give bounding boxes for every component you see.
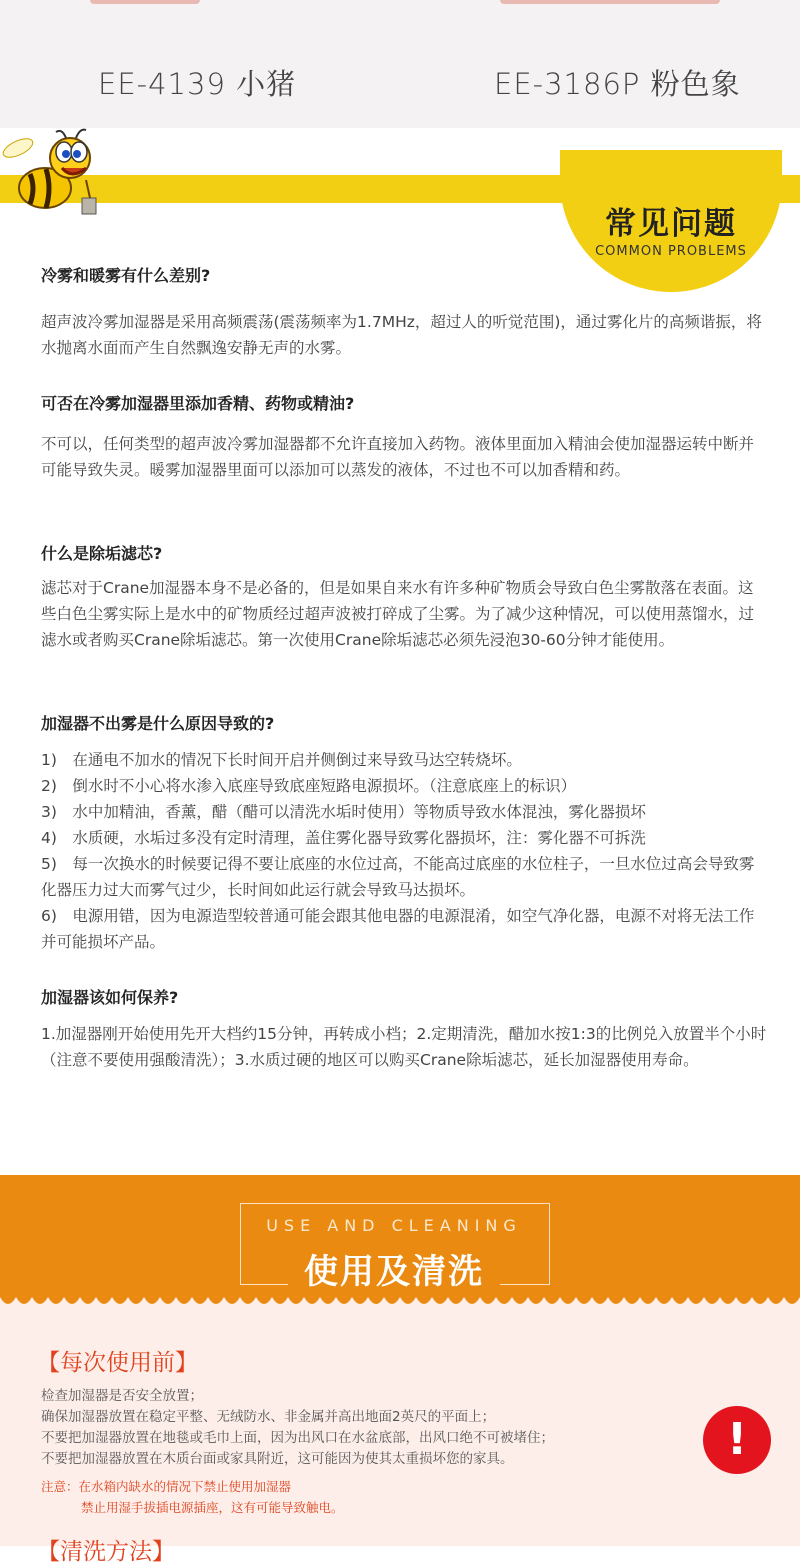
product-name-right: EE-3186P 粉色象: [494, 67, 741, 101]
use-title-en: USE AND CLEANING: [266, 1216, 522, 1235]
instruction-line: 不要把加湿器放置在地毯或毛巾上面，因为出风口在水盆底部，出风口绝不可被堵住；: [41, 1430, 554, 1446]
faq-answer: 超声波冷雾加湿器是采用高频震荡(震荡频率为1.7MHz，超过人的听觉范围)，通过雾化片的高频谐振，将水抛离水面而产生自然飘逸安静无声的水雾。: [41, 313, 762, 357]
instruction-line: 不要把加湿器放置在木质台面或家具附近，这可能因为使其太重损坏您的家具。: [41, 1451, 514, 1467]
faq-question: 加湿器该如何保养?: [41, 988, 179, 1007]
section-heading: 【清洗方法】: [37, 1539, 175, 1565]
warning-note: 注意：在水箱内缺水的情况下禁止使用加湿器: [41, 1479, 292, 1494]
scallop-divider: [0, 1297, 800, 1311]
bee-mascot-icon: [0, 128, 110, 223]
list-item: 5) 每一次换水的时候要记得不要让底座的水位过高，不能高过底座的水位柱子，一旦水位过高会导致雾化器压力过大而雾气过少，长时间如此运行就会导致马达损坏。: [41, 855, 755, 899]
list-item: 4) 水质硬，水垢过多没有定时清理，盖住雾化器导致雾化器损坏，注：雾化器不可拆洗: [41, 829, 646, 847]
list-item: 2) 倒水时不小心将水渗入底座导致底座短路电源损坏。（注意底座上的标识）: [41, 777, 577, 795]
faq-question: 加湿器不出雾是什么原因导致的?: [41, 714, 275, 733]
faq-question: 什么是除垢滤芯?: [41, 544, 163, 563]
list-item: 6) 电源用错，因为电源造型较普通可能会跟其他电器的电源混淆，如空气净化器，电源不对将无法工作并可能损坏产品。: [41, 907, 755, 951]
instruction-line: 检查加湿器是否安全放置；: [41, 1388, 203, 1404]
alert-icon: !: [703, 1406, 771, 1474]
product-label-band: [0, 0, 800, 128]
faq-answer-list: [41, 747, 769, 955]
faq-answer: 不可以，任何类型的超声波冷雾加湿器都不允许直接加入药物。液体里面加入精油会使加湿器运转中断并可能导致失灵。暖雾加湿器里面可以添加可以蒸发的液体，不过也不可以加香精和药。: [41, 435, 755, 479]
product-image-edge: [500, 0, 720, 4]
instruction-line: 确保加湿器放置在稳定平整、无绒防水、非金属并高出地面2英尺的平面上；: [41, 1409, 496, 1425]
warning-note: 禁止用湿手拔插电源插座，这有可能导致触电。: [81, 1500, 344, 1515]
usage-instructions: [41, 1386, 741, 1470]
faq-answer: 1.加湿器刚开始使用先开大档约15分钟，再转成小档；2.定期清洗，醋加水按1:3的比例兑入放置半个小时（注意不要使用强酸清洗）；3.水质过硬的地区可以购买Crane除垢滤芯，延长加湿器使用寿命。: [41, 1025, 767, 1069]
use-title-cn: 使用及清洗: [288, 1244, 500, 1293]
product-image-edge: [90, 0, 200, 4]
faq-question: 冷雾和暖雾有什么差别?: [41, 266, 211, 285]
faq-answer: 滤芯对于Crane加湿器本身不是必备的，但是如果自来水有许多种矿物质会导致白色尘雾散落在表面。这些白色尘雾实际上是水中的矿物质经过超声波被打碎成了尘雾。为了减少这种情况，可以使用蒸馏水，过滤水或者购买Crane除垢滤芯。第一次使用Crane除垢滤芯必须先浸泡30-60分钟才能使用。: [41, 579, 755, 649]
faq-title: 常见问题: [605, 206, 737, 242]
faq-question: 可否在冷雾加湿器里添加香精、药物或精油?: [41, 394, 355, 413]
section-heading: 【每次使用前】: [37, 1350, 198, 1376]
list-item: 3) 水中加精油，香薰，醋（醋可以清洗水垢时使用）等物质导致水体混浊，雾化器损坏: [41, 803, 646, 821]
faq-subtitle: COMMON PROBLEMS: [595, 244, 747, 259]
product-name-left: EE-4139 小猪: [98, 67, 297, 101]
list-item: 1) 在通电不加水的情况下长时间开启并侧倒过来导致马达空转烧坏。: [41, 751, 522, 769]
